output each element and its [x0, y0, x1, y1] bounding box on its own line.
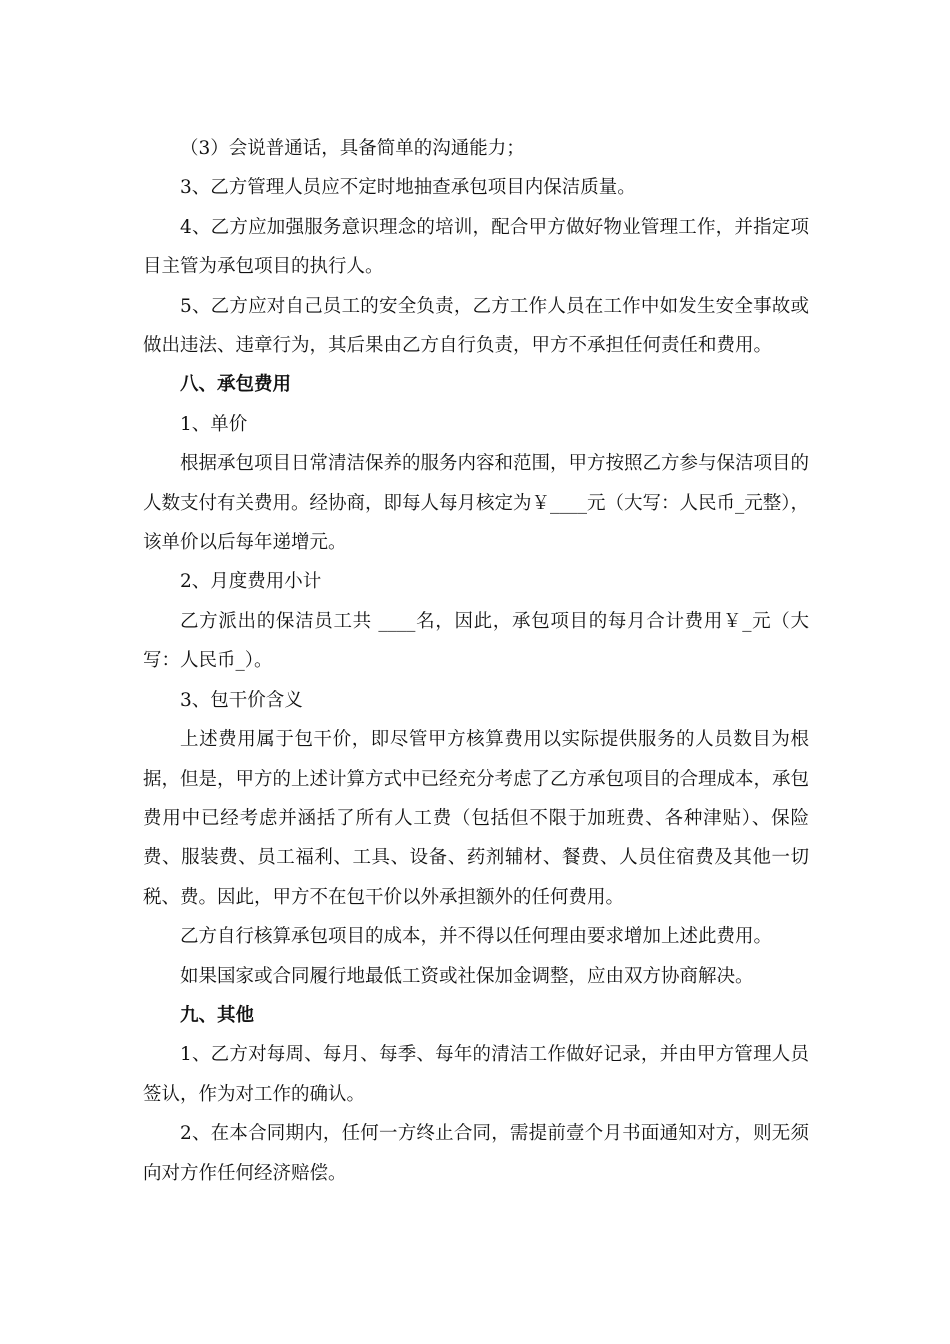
clause-7-4: 4、乙方应加强服务意识理念的培训，配合甲方做好物业管理工作，并指定项目主管为承包项目的执行人。: [143, 216, 809, 278]
section-heading-9: 九、其他: [180, 1004, 255, 1026]
clause-8-3-title: 3、包干价含义: [180, 689, 303, 711]
clause-8-1-title: 1、单价: [180, 413, 248, 435]
document-body: [143, 129, 809, 1193]
clause-7-3: 3、乙方管理人员应不定时地抽查承包项目内保洁质量。: [180, 177, 636, 199]
clause-8-2-body: 乙方派出的保洁员工共 ____名，因此，承包项目的每月合计费用￥_元（大写：人民币_）。: [143, 610, 809, 672]
clause-9-2: 2、在本合同期内，任何一方终止合同，需提前壹个月书面通知对方，则无须向对方作任何经济赔偿。: [143, 1123, 809, 1184]
clause-7-3-item-3: （3）会说普通话，具备简单的沟通能力；: [180, 138, 525, 159]
clause-8-3-cost: 乙方自行核算承包项目的成本，并不得以任何理由要求增加上述此费用。: [180, 926, 773, 948]
clause-8-3-body: 上述费用属于包干价，即尽管甲方核算费用以实际提供服务的人员数目为根据，但是，甲方的上述计算方式中已经充分考虑了乙方承包项目的合理成本，承包费用中已经考虑并涵括了所有人工费（包括但不限于加班费、各种津贴）、保险费、服装费、员工福利、工具、设备、药剂辅材、餐费、人员住宿费及其他一切税、费。因此，甲方不在包干价以外承担额外的任何费用。: [143, 729, 810, 908]
clause-8-3-adjust: 如果国家或合同履行地最低工资或社保加金调整，应由双方协商解决。: [180, 965, 754, 987]
clause-7-5: 5、乙方应对自己员工的安全负责，乙方工作人员在工作中如发生安全事故或做出违法、违章行为，其后果由乙方自行负责，甲方不承担任何责任和费用。: [143, 295, 809, 357]
section-heading-8: 八、承包费用: [180, 374, 292, 396]
clause-9-1: 1、乙方对每周、每月、每季、每年的清洁工作做好记录，并由甲方管理人员签认，作为对工作的确认。: [143, 1044, 809, 1105]
clause-8-2-title: 2、月度费用小计: [180, 571, 322, 593]
clause-8-1-body: 根据承包项目日常清洁保养的服务内容和范围，甲方按照乙方参与保洁项目的人数支付有关费用。经协商，即每人每月核定为￥____元（大写：人民币_元整），该单价以后每年递增元。: [143, 453, 810, 554]
